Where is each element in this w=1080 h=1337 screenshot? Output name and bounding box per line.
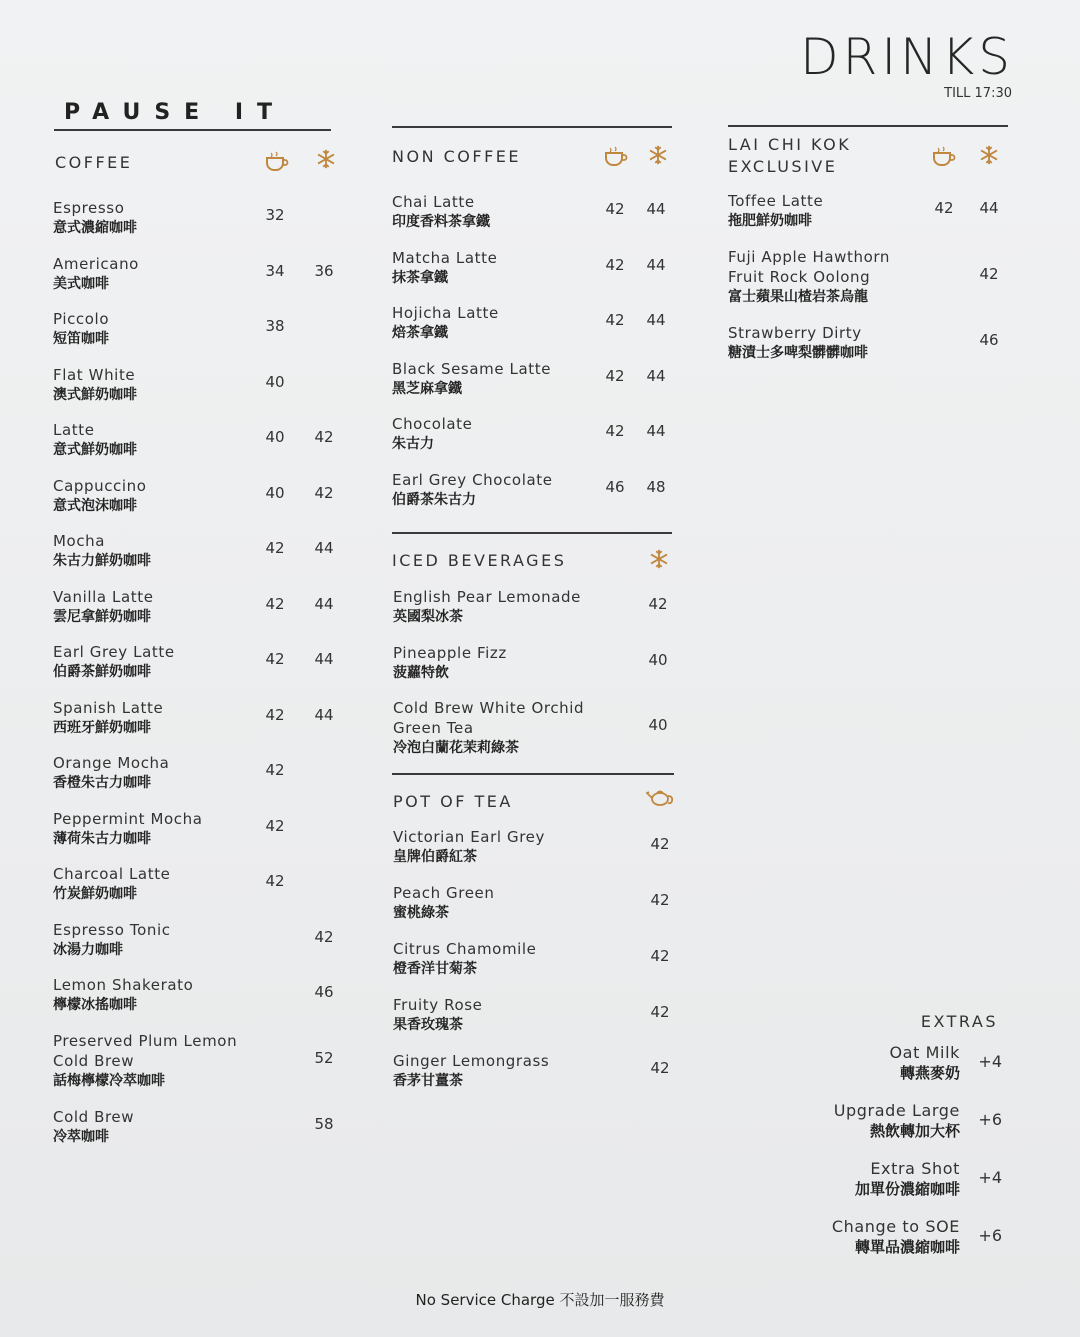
menu-item <box>392 359 551 399</box>
extra-item <box>855 1159 960 1199</box>
item-name: Cold Brew White Orchid <box>393 699 585 717</box>
section-heading-extras: EXTRAS <box>920 1012 998 1031</box>
item-name: Strawberry Dirty <box>728 324 862 342</box>
section-heading-pot-of-tea: POT OF TEA <box>393 792 513 811</box>
menu-item <box>393 883 494 923</box>
hot-price: 42 <box>934 199 954 217</box>
hot-price: 42 <box>265 539 285 557</box>
item-name-line2: Fruit Rock Oolong <box>728 268 871 286</box>
item-name-chinese: 英國梨冰茶 <box>393 609 463 625</box>
menu-item <box>392 192 490 232</box>
menu-item <box>53 198 137 238</box>
menu-item <box>728 247 890 307</box>
item-name-chinese: 印度香料茶拿鐵 <box>392 214 490 230</box>
item-name: Piccolo <box>53 310 110 328</box>
menu-item <box>53 920 171 960</box>
item-name: Victorian Earl Grey <box>393 828 545 846</box>
snowflake-icon <box>646 144 670 166</box>
extra-name: Upgrade Large <box>833 1101 960 1120</box>
item-name-chinese: 富士蘋果山楂岩茶烏龍 <box>728 289 868 305</box>
item-name: Lemon Shakerato <box>53 976 194 994</box>
item-price: 42 <box>650 835 670 853</box>
menu-item <box>392 303 499 343</box>
divider <box>392 532 672 534</box>
item-name: Orange Mocha <box>53 754 170 772</box>
item-price: 40 <box>648 650 668 669</box>
item-price: 42 <box>650 1003 670 1021</box>
divider <box>392 126 672 128</box>
divider <box>392 773 674 775</box>
section-heading-lai-chi-kok: LAI CHI KOK <box>728 135 852 154</box>
item-name-line2: Green Tea <box>393 719 474 737</box>
menu-item <box>393 698 584 758</box>
hot-price: 40 <box>265 372 285 391</box>
iced-price: 44 <box>314 539 334 557</box>
item-name-chinese: 香橙朱古力咖啡 <box>53 775 151 791</box>
item-name: Toffee Latte <box>728 192 824 210</box>
iced-price: 36 <box>314 261 334 280</box>
section-heading-exclusive: EXCLUSIVE <box>728 157 838 176</box>
menu-item <box>393 827 545 867</box>
item-name-chinese: 拖肥鮮奶咖啡 <box>728 213 812 229</box>
item-name-chinese: 澳式鮮奶咖啡 <box>53 386 137 403</box>
extra-name: Change to SOE <box>831 1217 960 1236</box>
hot-price: 40 <box>265 483 285 502</box>
item-name: Vanilla Latte <box>53 587 154 606</box>
item-name-chinese: 薄荷朱古力咖啡 <box>53 830 151 847</box>
item-name: Americano <box>53 254 139 273</box>
item-name: Spanish Latte <box>53 698 164 717</box>
snowflake-icon <box>314 148 338 170</box>
teapot-icon <box>646 786 676 808</box>
hot-cup-icon <box>932 145 956 167</box>
extra-price: +4 <box>978 1168 1002 1187</box>
item-name-chinese: 雲尼拿鮮奶咖啡 <box>53 608 151 625</box>
item-name: Matcha Latte <box>392 248 498 267</box>
hot-price: 42 <box>265 872 285 890</box>
item-name: Ginger Lemongrass <box>393 1052 550 1070</box>
item-name-chinese: 西班牙鮮奶咖啡 <box>53 719 151 736</box>
item-name-chinese: 朱古力 <box>392 436 434 452</box>
item-price: 42 <box>650 891 670 909</box>
iced-price: 44 <box>979 199 999 217</box>
iced-price: 46 <box>979 331 999 349</box>
extra-name-chinese: 轉單品濃縮咖啡 <box>854 1238 960 1256</box>
item-name-chinese: 菠蘿特飲 <box>393 664 449 681</box>
opening-hours: TILL 17:30 <box>944 86 1012 101</box>
extra-name: Oat Milk <box>889 1043 960 1062</box>
item-name: Fruity Rose <box>393 996 483 1014</box>
section-heading-non-coffee: NON COFFEE <box>392 147 522 166</box>
item-name: Chocolate <box>392 415 473 433</box>
item-name: Earl Grey Chocolate <box>392 470 553 489</box>
iced-price: 46 <box>314 983 334 1001</box>
item-price: 42 <box>650 947 670 965</box>
menu-item <box>53 587 154 627</box>
item-name-chinese: 抹茶拿鐵 <box>392 269 448 286</box>
hot-price: 42 <box>265 650 285 668</box>
item-name: Pineapple Fizz <box>393 643 507 662</box>
menu-item <box>53 531 151 571</box>
extra-name-chinese: 轉燕麥奶 <box>899 1064 960 1082</box>
hot-price: 42 <box>605 200 625 218</box>
hot-price: 38 <box>265 317 285 335</box>
extra-price: +6 <box>978 1226 1002 1245</box>
item-name-chinese: 香茅甘薑茶 <box>393 1073 463 1089</box>
menu-item <box>53 1031 237 1091</box>
item-name: Chai Latte <box>392 193 475 211</box>
iced-price: 42 <box>314 483 334 502</box>
item-name-chinese: 蜜桃綠茶 <box>393 905 449 921</box>
hot-price: 32 <box>265 206 285 224</box>
item-price: 40 <box>648 716 668 734</box>
menu-item <box>53 1107 134 1147</box>
item-name: English Pear Lemonade <box>393 588 581 606</box>
item-name-chinese: 冷萃咖啡 <box>53 1128 109 1145</box>
menu-item <box>53 254 139 294</box>
extra-price: +4 <box>978 1052 1002 1071</box>
item-name-chinese: 短笛咖啡 <box>53 331 109 347</box>
menu-item <box>53 864 171 904</box>
extra-name-chinese: 加單份濃縮咖啡 <box>854 1180 960 1198</box>
item-name-chinese: 意式泡沫咖啡 <box>53 497 137 514</box>
iced-price: 58 <box>314 1114 334 1133</box>
item-name-line2: Cold Brew <box>53 1051 135 1070</box>
hot-cup-icon <box>265 150 289 172</box>
item-name-chinese: 朱古力鮮奶咖啡 <box>53 553 151 569</box>
menu-item <box>53 420 137 460</box>
hot-price: 42 <box>265 816 285 835</box>
item-name: Espresso <box>53 199 125 217</box>
extra-item <box>889 1043 960 1083</box>
item-name-chinese: 冰湯力咖啡 <box>53 941 123 958</box>
item-name: Flat White <box>53 365 136 384</box>
menu-item <box>392 248 497 288</box>
item-name-chinese: 冷泡白蘭花茉莉綠茶 <box>393 740 519 756</box>
hot-cup-icon <box>604 145 628 167</box>
iced-price: 48 <box>646 477 666 496</box>
hot-price: 42 <box>265 594 285 613</box>
extra-item <box>834 1101 960 1141</box>
menu-item <box>53 309 109 349</box>
menu-item <box>53 698 163 738</box>
item-name: Espresso Tonic <box>53 920 171 939</box>
hot-price: 42 <box>265 761 285 779</box>
menu-item <box>728 191 823 231</box>
menu-item <box>393 643 507 683</box>
extra-item <box>832 1217 960 1257</box>
hot-price: 40 <box>265 428 285 446</box>
brand-name: PAUSE IT <box>64 100 287 125</box>
item-name: Citrus Chamomile <box>393 940 537 958</box>
menu-item <box>392 414 472 454</box>
menu-item <box>53 365 137 405</box>
item-name-chinese: 伯爵茶鮮奶咖啡 <box>53 664 151 680</box>
iced-price: 44 <box>314 594 334 613</box>
iced-price: 44 <box>646 422 666 440</box>
iced-price: 44 <box>314 705 334 724</box>
divider <box>54 129 331 131</box>
item-name: Cappuccino <box>53 476 147 495</box>
item-name-chinese: 糖漬士多啤梨髒髒咖啡 <box>728 345 868 361</box>
hot-price: 42 <box>605 366 625 385</box>
item-name: Charcoal Latte <box>53 865 171 883</box>
item-name-chinese: 檸檬冰搖咖啡 <box>53 997 137 1013</box>
iced-price: 44 <box>646 200 666 218</box>
item-name: Peppermint Mocha <box>53 809 203 828</box>
item-name: Preserved Plum Lemon <box>53 1031 238 1050</box>
item-name-chinese: 竹炭鮮奶咖啡 <box>53 886 137 902</box>
menu-item <box>53 809 203 849</box>
menu-item <box>393 995 482 1035</box>
menu-item <box>53 753 169 793</box>
menu-item <box>53 476 147 516</box>
section-heading-coffee: COFFEE <box>55 153 133 172</box>
hot-price: 46 <box>605 477 625 496</box>
item-name: Fuji Apple Hawthorn <box>728 248 891 266</box>
menu-item <box>53 975 193 1015</box>
footer-note: No Service Charge 不設加一服務費 <box>415 1291 665 1309</box>
menu-item <box>393 939 537 979</box>
hot-price: 34 <box>265 261 285 280</box>
item-name: Hojicha Latte <box>392 304 499 322</box>
item-name-chinese: 橙香洋甘菊茶 <box>393 961 477 977</box>
hot-price: 42 <box>605 255 625 274</box>
item-price: 42 <box>650 1059 670 1077</box>
menu-item <box>393 587 581 627</box>
menu-item <box>393 1051 549 1091</box>
item-name: Latte <box>53 421 95 439</box>
snowflake-icon <box>977 144 1001 166</box>
item-name-chinese: 話梅檸檬冷萃咖啡 <box>53 1072 165 1089</box>
iced-price: 44 <box>646 311 666 329</box>
hot-price: 42 <box>605 311 625 329</box>
item-name: Peach Green <box>393 884 495 902</box>
item-name-chinese: 意式濃縮咖啡 <box>53 220 137 236</box>
hot-price: 42 <box>265 705 285 724</box>
hot-price: 42 <box>605 422 625 440</box>
iced-price: 42 <box>979 265 999 283</box>
snowflake-icon <box>647 548 671 570</box>
item-name-chinese: 意式鮮奶咖啡 <box>53 442 137 458</box>
extra-name-chinese: 熱飲轉加大杯 <box>869 1122 960 1140</box>
iced-price: 44 <box>646 366 666 385</box>
item-name-chinese: 黑芝麻拿鐵 <box>392 380 462 397</box>
iced-price: 52 <box>314 1048 334 1067</box>
divider <box>728 125 1008 127</box>
item-name: Black Sesame Latte <box>392 359 552 378</box>
item-name: Earl Grey Latte <box>53 643 175 661</box>
item-name-chinese: 果香玫瑰茶 <box>393 1017 463 1033</box>
iced-price: 44 <box>314 650 334 668</box>
iced-price: 42 <box>314 428 334 446</box>
item-name: Cold Brew <box>53 1107 135 1126</box>
item-name: Mocha <box>53 532 106 550</box>
item-price: 42 <box>648 595 668 613</box>
item-name-chinese: 皇牌伯爵紅茶 <box>393 849 477 865</box>
extra-price: +6 <box>978 1110 1002 1129</box>
section-heading-iced-beverages: ICED BEVERAGES <box>392 551 567 570</box>
iced-price: 42 <box>314 927 334 946</box>
menu-title: DRINKS <box>800 28 1014 86</box>
extra-name: Extra Shot <box>870 1159 960 1178</box>
item-name-chinese: 伯爵茶朱古力 <box>392 491 476 508</box>
menu-item <box>392 470 553 510</box>
menu-item <box>728 323 868 363</box>
item-name-chinese: 美式咖啡 <box>53 275 109 292</box>
menu-item <box>53 642 175 682</box>
iced-price: 44 <box>646 255 666 274</box>
item-name-chinese: 焙茶拿鐵 <box>392 325 448 341</box>
